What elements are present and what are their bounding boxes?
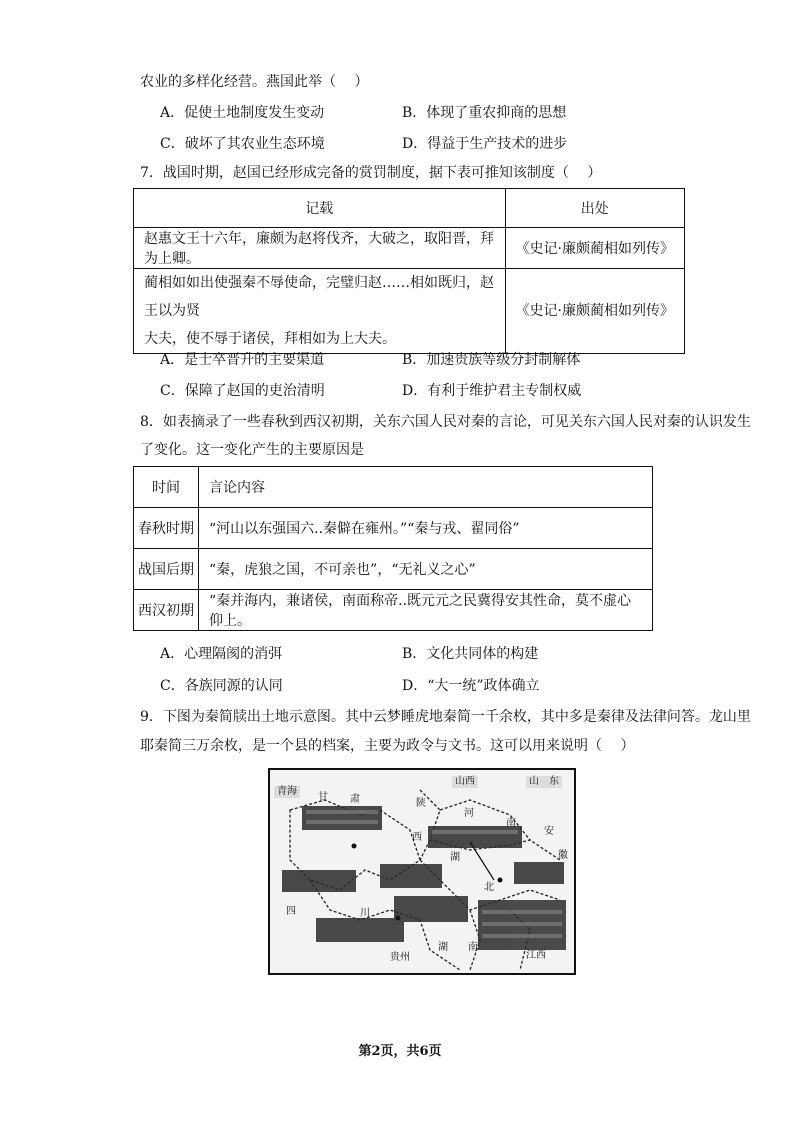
map-label-gansu: 甘 [318,792,328,803]
content-cell: “秦，虎狼之国，不可亲也”，“无礼义之心” [199,549,653,590]
record-cell: 赵惠文王十六年，廉颇为赵将伐齐，大破之，取阳晋，拜为上卿。 [134,228,506,269]
q7-option-b: B．加速贵族等级分封制解体 [402,352,581,368]
qin-bamboo-slips-map [268,768,576,975]
q6-option-a: A．促使土地制度发生变动 [160,105,325,121]
content-cell: “秦并海内，兼诸侯，南面称帝..既元元之民冀得安其性命，莫不虚心仰上。 [199,590,653,631]
table-row [134,269,685,354]
record-cell [134,269,506,354]
map-label-anhui-hui: 徽 [558,850,568,861]
map-label-hunan-hu: 湖 [438,942,448,953]
table-row [134,590,653,631]
map-label-qinghai: 青海 [274,786,300,798]
map-label-henan-he: 河 [464,808,474,819]
map-label-henan-nan: 南 [506,818,516,829]
map-label-anhui-an: 安 [544,826,554,837]
map-label-shandong: 山 东 [526,776,562,788]
time-cell: 战国后期 [134,549,199,590]
map-label-guizhou: 贵州 [390,952,410,963]
table-header-row [134,467,653,508]
map-label-shanxi: 山西 [452,776,478,788]
header-time: 时间 [134,467,199,508]
table-header-row [134,189,685,228]
q8-option-a: A．心理隔阂的消弭 [160,646,283,662]
q7-option-a: A．是士卒晋升的主要渠道 [160,352,325,368]
q8-option-c: C．各族同源的认同 [160,678,283,694]
q8-stem-line2: 了变化。这一变化产生的主要原因是 [140,442,364,458]
map-label-hunan-nan: 南 [468,942,478,953]
q6-option-d: D．得益于生产技术的进步 [402,136,568,152]
time-cell: 春秋时期 [134,508,199,549]
table-row [134,549,653,590]
q8-table [133,466,653,631]
content-cell: “河山以东强国六..秦僻在雍州。”“秦与戎、翟同俗” [199,508,653,549]
q9-stem-line1: 9．下图为秦简牍出土地示意图。其中云梦睡虎地秦简一千余枚，其中多是秦律及法律问答。龙山里 [140,709,751,725]
map-label-shan: 陕 [416,798,426,809]
q6-option-b: B．体现了重农抑商的思想 [402,105,567,121]
q8-stem-line1: 8．如表摘录了一些春秋到西汉初期，关东六国人民对秦的言论，可见关东六国人民对秦的认识发生 [140,414,751,430]
map-label-hubei-hu: 湖 [450,852,460,863]
header-content: 言论内容 [199,467,653,508]
q8-option-b: B．文化共同体的构建 [402,646,539,662]
map-label-hubei-bei: 北 [484,882,494,893]
map-label-su: 肃 [350,794,360,805]
time-cell: 西汉初期 [134,590,199,631]
q9-stem-line2: 耶秦简三万余枚，是一个县的档案，主要为政令与文书。这可以用来说明（ ） [140,738,635,754]
q8-option-d: D．“大一统”政体确立 [402,678,540,694]
source-cell: 《史记·廉颇蔺相如列传》 [505,228,684,269]
table-row [134,228,685,269]
header-source: 出处 [505,189,684,228]
q6-stem-tail: 农业的多样化经营。燕国此举（ ） [140,74,369,90]
header-record: 记载 [134,189,506,228]
q7-table [133,188,685,354]
record-line: 大夫，使不辱于诸侯，拜相如为上大夫。 [144,331,396,347]
map-label-sichuan-chuan: 川 [360,908,370,919]
map-label-jiangxi: 江西 [526,950,546,961]
record-line: 蔺相如如出使强秦不辱使命，完璧归赵……相如既归，赵王以为贤 [144,275,494,319]
table-row [134,508,653,549]
q7-stem: 7．战国时期，赵国已经形成完备的赏罚制度，据下表可推知该制度（ ） [140,165,602,181]
q7-option-c: C．保障了赵国的吏治清明 [160,383,325,399]
source-cell: 《史记·廉颇蔺相如列传》 [505,269,684,354]
map-label-sichuan-si: 四 [286,906,296,917]
map-label-xi: 西 [412,832,422,843]
page-footer: 第2页，共6页 [358,1044,442,1059]
q6-option-c: C．破坏了其农业生态环境 [160,136,325,152]
q7-option-d: D．有利于维护君主专制权威 [402,383,582,399]
